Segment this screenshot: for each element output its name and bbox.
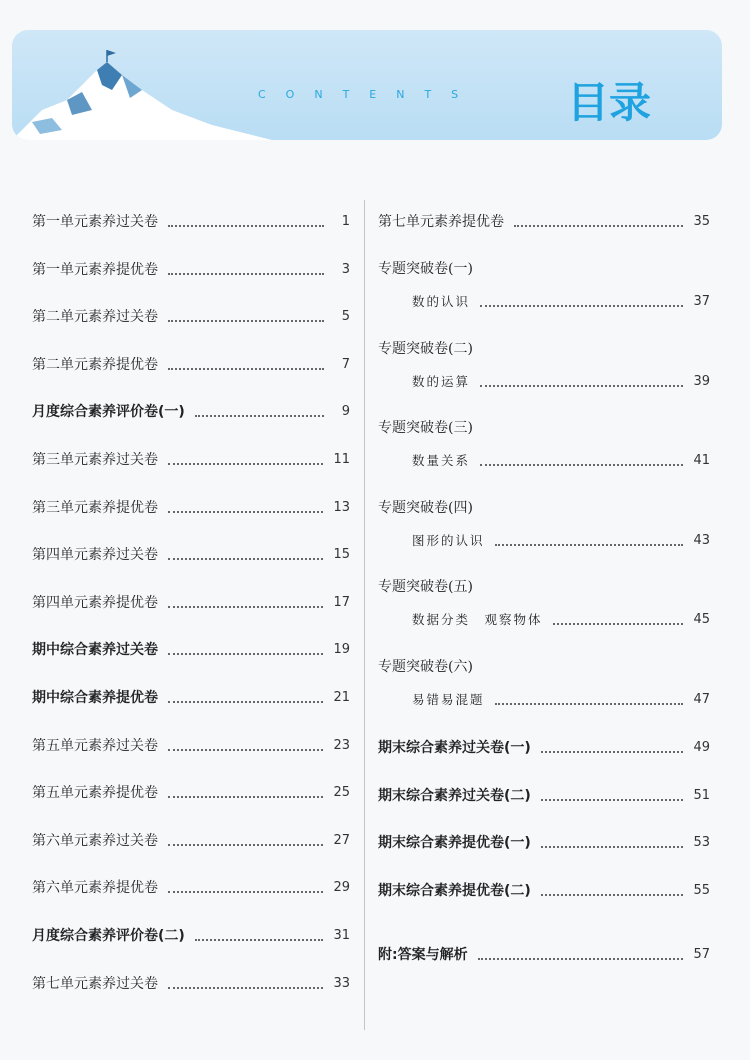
dot-leader [168, 368, 324, 370]
toc-entry[interactable] [32, 305, 350, 329]
toc-entry-label: 第三单元素养提优卷 [32, 499, 158, 516]
mountain-illustration [12, 30, 272, 140]
toc-entry[interactable] [378, 784, 710, 808]
toc-entry[interactable] [32, 876, 350, 900]
toc-section-title[interactable]: 专题突破卷(六) [378, 658, 473, 675]
toc-page-number: 57 [693, 947, 710, 962]
toc-entry-label: 数据分类 观察物体 [412, 612, 543, 627]
toc-entry-label: 第六单元素养过关卷 [32, 832, 158, 849]
toc-page-number: 47 [693, 691, 710, 707]
toc-entry-label: 第五单元素养提优卷 [32, 785, 158, 802]
toc-entry[interactable] [32, 353, 350, 377]
toc-page-number: 27 [333, 832, 350, 848]
dot-leader [168, 844, 323, 846]
toc-entry-label: 第一单元素养提优卷 [32, 261, 158, 278]
toc-entry[interactable] [378, 879, 710, 903]
toc-page-number: 23 [333, 737, 350, 753]
toc-page-number: 7 [341, 356, 350, 372]
toc-section-title[interactable]: 专题突破卷(二) [378, 340, 473, 357]
toc-page-number: 51 [693, 787, 710, 803]
toc-entry[interactable] [32, 829, 350, 853]
toc-page-number: 37 [693, 294, 710, 309]
page-title: 目录 [567, 78, 652, 127]
toc-section-title[interactable]: 专题突破卷(一) [378, 261, 473, 277]
toc-entry[interactable] [32, 781, 350, 805]
dot-leader [541, 751, 684, 753]
toc-entry[interactable] [32, 638, 350, 662]
dot-leader [541, 799, 684, 801]
dot-leader [541, 894, 684, 896]
toc-subentry[interactable] [412, 688, 710, 712]
dot-leader [195, 415, 324, 417]
toc-page-number: 13 [333, 499, 350, 515]
toc-entry[interactable] [378, 943, 710, 967]
toc-entry-label: 第七单元素养提优卷 [378, 214, 504, 230]
toc-page-number: 55 [693, 882, 710, 898]
toc-page-number: 33 [333, 975, 350, 991]
toc-entry-label: 数的运算 [412, 373, 471, 389]
toc-entry[interactable] [32, 258, 350, 282]
toc-entry-label: 第一单元素养过关卷 [32, 214, 158, 230]
dot-leader [195, 939, 324, 941]
toc-subentry[interactable] [412, 608, 710, 632]
toc-page-number: 9 [341, 404, 350, 420]
toc-entry[interactable] [32, 400, 350, 424]
toc-entry[interactable] [378, 831, 710, 855]
toc-entry[interactable] [32, 924, 350, 948]
dot-leader [541, 846, 684, 848]
toc-page-number: 25 [333, 785, 350, 801]
toc-entry-label: 期末综合素养过关卷(一) [378, 740, 531, 756]
dot-leader [168, 558, 323, 560]
toc-page-number: 15 [333, 547, 350, 563]
toc-page-number: 3 [341, 261, 350, 277]
toc-entry-label: 第七单元素养过关卷 [32, 975, 158, 992]
dot-leader [514, 225, 683, 227]
dot-leader [168, 320, 324, 322]
toc-page-number: 53 [693, 835, 710, 850]
toc-entry[interactable] [32, 734, 350, 758]
toc-subentry[interactable] [412, 370, 710, 394]
toc-entry[interactable] [378, 736, 710, 760]
toc-entry-label: 月度综合素养评价卷(二) [32, 928, 185, 944]
toc-entry[interactable] [32, 543, 350, 567]
toc-entry-label: 期末综合素养过关卷(二) [378, 787, 531, 804]
toc-entry-label: 图形的认识 [412, 532, 485, 548]
dot-leader [480, 385, 683, 387]
toc-section-title[interactable]: 专题突破卷(五) [378, 579, 473, 595]
toc-page-number: 45 [693, 612, 710, 627]
toc-entry-label: 附:答案与解析 [378, 947, 468, 963]
column-divider [364, 200, 365, 1030]
toc-entry-label: 期中综合素养提优卷 [32, 690, 158, 706]
dot-leader [168, 511, 323, 513]
toc-subentry[interactable] [412, 529, 710, 553]
toc-section-title[interactable]: 专题突破卷(三) [378, 420, 473, 436]
toc-entry[interactable] [32, 972, 350, 996]
toc-page-number: 49 [693, 740, 710, 755]
toc-entry[interactable] [32, 448, 350, 472]
toc-page-number: 31 [333, 928, 350, 943]
toc-entry[interactable] [32, 591, 350, 615]
toc-page-number: 43 [693, 532, 710, 548]
dot-leader [168, 273, 324, 275]
toc-page-number: 21 [333, 690, 350, 705]
dot-leader [480, 305, 683, 307]
toc-section-title[interactable]: 专题突破卷(四) [378, 499, 473, 516]
dot-leader [168, 463, 323, 465]
dot-leader [168, 653, 323, 655]
toc-page-number: 17 [333, 594, 350, 610]
toc-subentry[interactable] [412, 449, 710, 473]
toc-entry-label: 数量关系 [412, 453, 471, 468]
dot-leader [168, 225, 324, 227]
dot-leader [168, 891, 323, 893]
toc-entry[interactable] [32, 496, 350, 520]
toc-entry-label: 期末综合素养提优卷(二) [378, 882, 531, 899]
toc-entry-label: 期末综合素养提优卷(一) [378, 835, 531, 851]
contents-label: CONTENTS [258, 88, 479, 101]
toc-page-number: 29 [333, 880, 350, 896]
toc-subentry[interactable] [412, 290, 710, 314]
toc-page-number: 1 [341, 214, 350, 229]
toc-entry-label: 第五单元素养过关卷 [32, 737, 158, 754]
dot-leader [168, 987, 323, 989]
toc-page-number: 11 [333, 452, 350, 467]
toc-entry-label: 第四单元素养过关卷 [32, 547, 158, 564]
dot-leader [480, 464, 683, 466]
toc-entry[interactable] [378, 210, 710, 234]
toc-page-number: 19 [333, 642, 350, 658]
toc-entry[interactable] [32, 210, 350, 234]
toc-entry-label: 易错易混题 [412, 691, 485, 707]
dot-leader [168, 796, 323, 798]
dot-leader [495, 703, 684, 705]
dot-leader [168, 749, 323, 751]
toc-entry[interactable] [32, 686, 350, 710]
dot-leader [168, 701, 323, 703]
dot-leader [478, 958, 684, 960]
toc-entry-label: 第三单元素养过关卷 [32, 452, 158, 468]
toc-entry-label: 数的认识 [412, 294, 471, 309]
toc-page-number: 39 [693, 373, 710, 389]
toc-page-number: 41 [693, 453, 710, 468]
toc-entry-label: 第六单元素养提优卷 [32, 880, 158, 897]
toc-entry-label: 期中综合素养过关卷 [32, 642, 158, 659]
toc-entry-label: 月度综合素养评价卷(一) [32, 404, 185, 421]
toc-page-number: 35 [693, 214, 710, 229]
dot-leader [495, 544, 684, 546]
dot-leader [553, 623, 684, 625]
toc-entry-label: 第四单元素养提优卷 [32, 594, 158, 611]
toc-entry-label: 第二单元素养过关卷 [32, 309, 158, 326]
toc-entry-label: 第二单元素养提优卷 [32, 356, 158, 373]
toc-page-number: 5 [341, 309, 350, 325]
dot-leader [168, 606, 323, 608]
